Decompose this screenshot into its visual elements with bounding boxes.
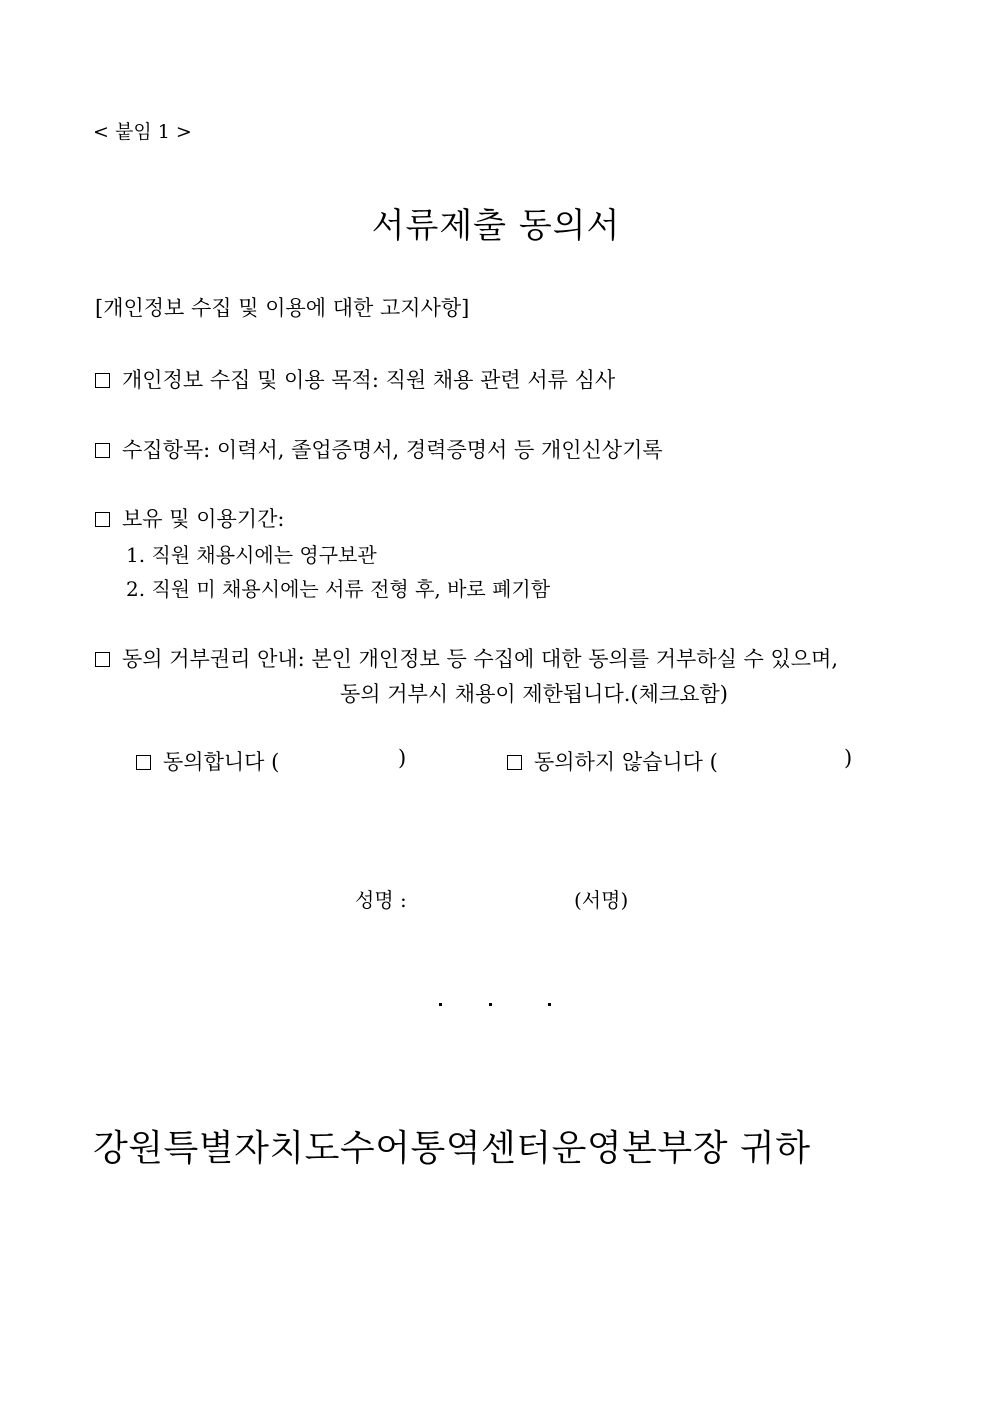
date-year-mark bbox=[439, 1003, 442, 1006]
agree-label: 동의합니다 ( bbox=[163, 750, 280, 774]
item-purpose-text: 개인정보 수집 및 이용 목적: 직원 채용 관련 서류 심사 bbox=[122, 368, 616, 392]
name-label: 성명 : bbox=[355, 888, 407, 912]
notice-heading: [개인정보 수집 및 이용에 대한 고지사항] bbox=[95, 296, 470, 320]
date-month-mark bbox=[489, 1003, 492, 1006]
retention-checkbox[interactable] bbox=[95, 512, 110, 527]
item-collected-text: 수집항목: 이력서, 졸업증명서, 경력증명서 등 개인신상기록 bbox=[122, 438, 663, 462]
retention-sub-2: 2. 직원 미 채용시에는 서류 전형 후, 바로 폐기함 bbox=[126, 577, 551, 601]
disagree-checkbox[interactable] bbox=[507, 755, 522, 770]
agree-option[interactable] bbox=[136, 746, 279, 776]
document-title: 서류제출 동의서 bbox=[371, 206, 621, 246]
refusal-checkbox[interactable] bbox=[95, 652, 110, 667]
purpose-checkbox[interactable] bbox=[95, 373, 110, 388]
refusal-continuation: 동의 거부시 채용이 제한됩니다.(체크요함) bbox=[340, 682, 728, 706]
disagree-close-paren: ) bbox=[844, 746, 853, 770]
item-retention-text: 보유 및 이용기간: bbox=[122, 507, 285, 531]
collected-checkbox[interactable] bbox=[95, 443, 110, 458]
item-refusal-text: 동의 거부권리 안내: 본인 개인정보 등 수집에 대한 동의를 거부하실 수 있으며, bbox=[122, 647, 839, 671]
retention-sub-1: 1. 직원 채용시에는 영구보관 bbox=[126, 543, 377, 567]
item-retention bbox=[95, 503, 284, 533]
signature-label: (서명) bbox=[574, 888, 629, 912]
disagree-option[interactable] bbox=[507, 746, 718, 776]
addressee: 강원특별자치도수어통역센터운영본부장 귀하 bbox=[93, 1128, 811, 1169]
agree-checkbox[interactable] bbox=[136, 755, 151, 770]
item-refusal bbox=[95, 643, 838, 673]
attachment-label: < 붙임 1 > bbox=[93, 121, 192, 143]
date-day-mark bbox=[548, 1003, 551, 1006]
agree-close-paren: ) bbox=[398, 746, 407, 770]
item-purpose bbox=[95, 364, 615, 394]
disagree-label: 동의하지 않습니다 ( bbox=[534, 750, 718, 774]
item-collected bbox=[95, 434, 663, 464]
